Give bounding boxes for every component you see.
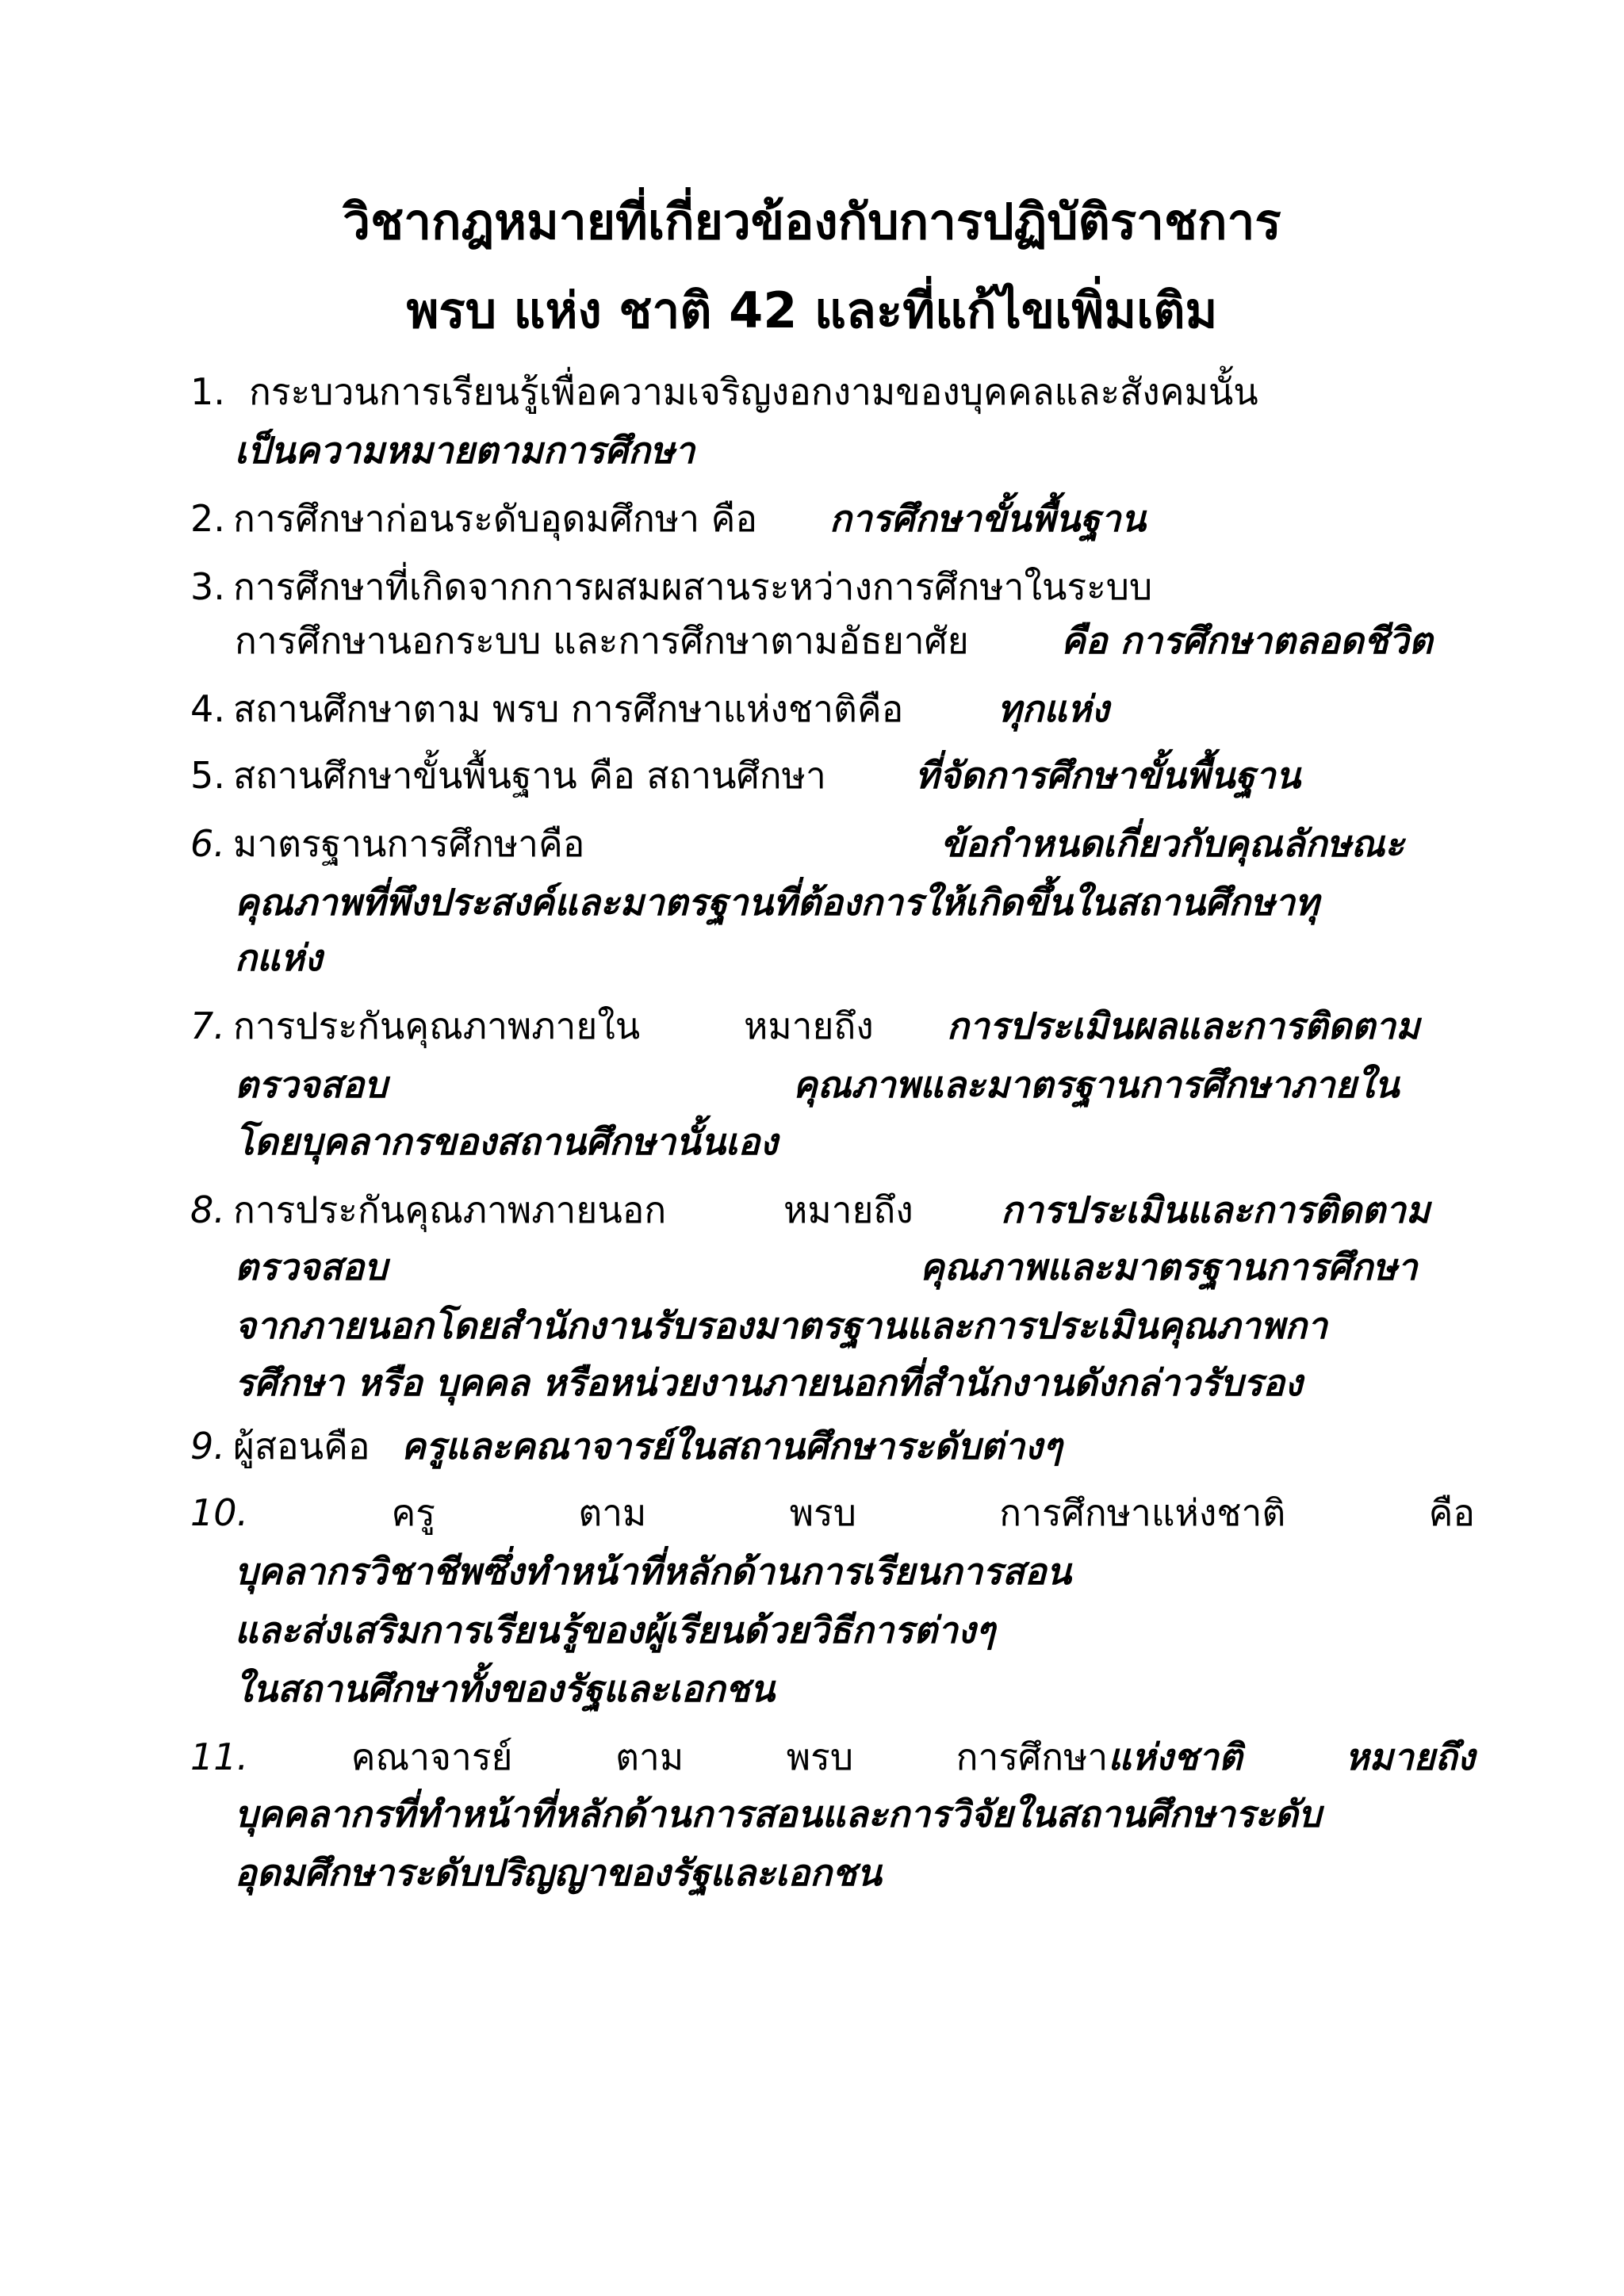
item-11-word-national: แห่งชาติ xyxy=(1108,1735,1243,1778)
item-10-answer-line-2: และส่งเสริมการเรียนรู้ของผู้เรียนด้วยวิธีการต่างๆ xyxy=(235,1609,995,1651)
item-11-word-education-plain: การศึกษา xyxy=(956,1735,1109,1778)
document-title-line-2: พรบ แห่ง ชาติ 42 และที่แก้ไขเพิ่มเติม xyxy=(406,281,1218,339)
item-6-answer-line-3: กแห่ง xyxy=(235,936,323,979)
item-6-answer-line-1: ข้อกำหนดเกี่ยวกับคุณลักษณะ xyxy=(940,822,1404,865)
item-10-number: 10. xyxy=(190,1491,249,1534)
item-1-text: กระบวนการเรียนรู้เพื่อความเจริญงอกงามของบุคคลและสังคมนั้น xyxy=(249,370,1258,413)
item-4-text: สถานศึกษาตาม พรบ การศึกษาแห่งชาติคือ xyxy=(233,687,904,730)
item-2-text: การศึกษาก่อนระดับอุดมศึกษา คือ xyxy=(233,497,758,540)
item-3-number: 3. xyxy=(190,565,225,608)
item-8-answer-line-1: การประเมินและการติดตาม xyxy=(1001,1188,1431,1231)
item-3-text-line-2: การศึกษานอกระบบ และการศึกษาตามอัธยาศัย xyxy=(235,619,969,662)
item-11-word-according: ตาม xyxy=(615,1735,684,1778)
item-5-text: สถานศึกษาขั้นพื้นฐาน คือ สถานศึกษา xyxy=(233,754,826,797)
item-7-text-meaning: หมายถึง xyxy=(744,1004,874,1047)
item-10-answer-line-1: บุคลากรวิชาชีพซึ่งทำหน้าที่หลักด้านการเรียนการสอน xyxy=(235,1550,1071,1593)
item-11-word-education xyxy=(956,1732,1243,1782)
item-1-number: 1. xyxy=(190,370,225,413)
item-10-word-is: คือ xyxy=(1428,1491,1475,1534)
item-9-number: 9. xyxy=(190,1425,225,1468)
item-10-word-teacher: ครู xyxy=(391,1491,435,1534)
item-1-answer: เป็นความหมายตามการศึกษา xyxy=(235,429,695,472)
item-4-number: 4. xyxy=(190,687,225,730)
item-8-answer-line-4: รศึกษา หรือ บุคคล หรือหน่วยงานภายนอกที่สำนักงานดังกล่าวรับรอง xyxy=(235,1361,1303,1404)
item-5-answer: ที่จัดการศึกษาขั้นพื้นฐาน xyxy=(915,754,1301,797)
item-4-answer: ทุกแห่ง xyxy=(998,687,1109,730)
item-11-word-faculty: คณาจารย์ xyxy=(350,1735,513,1778)
item-2-answer: การศึกษาขั้นพื้นฐาน xyxy=(829,497,1146,540)
item-10-word-education: การศึกษาแห่งชาติ xyxy=(999,1491,1286,1534)
item-7-answer-line-1: การประเมินผลและการติดตาม xyxy=(947,1004,1420,1047)
item-6-number: 6. xyxy=(190,822,225,865)
item-7-answer-line-3: โดยบุคลากรของสถานศึกษานั้นเอง xyxy=(235,1120,778,1163)
item-8-answer-line-2a: ตรวจสอบ xyxy=(235,1246,388,1288)
item-8-number: 8. xyxy=(190,1188,225,1231)
item-11-number: 11. xyxy=(190,1735,249,1778)
item-11-first-line xyxy=(190,1732,1475,1782)
item-8-answer-line-2b: คุณภาพและมาตรฐานการศึกษา xyxy=(920,1246,1418,1288)
item-3-answer: คือ การศึกษาตลอดชีวิต xyxy=(1061,619,1433,662)
item-9-answer: ครูและคณาจารย์ในสถานศึกษาระดับต่างๆ xyxy=(401,1425,1063,1468)
item-8-text: การประกันคุณภาพภายนอก xyxy=(233,1188,667,1231)
item-7-number: 7. xyxy=(190,1004,225,1047)
item-10-first-line xyxy=(190,1487,1475,1538)
item-8-text-meaning: หมายถึง xyxy=(783,1188,914,1231)
item-2-number: 2. xyxy=(190,497,225,540)
item-9-text: ผู้สอนคือ xyxy=(233,1425,370,1468)
item-8-answer-line-3: จากภายนอกโดยสำนักงานรับรองมาตรฐานและการประเมินคุณภาพกา xyxy=(235,1304,1327,1347)
item-6-text: มาตรฐานการศึกษาคือ xyxy=(233,822,585,865)
item-7-answer-line-2b: คุณภาพและมาตรฐานการศึกษาภายใน xyxy=(793,1063,1400,1106)
item-11-word-act: พรบ xyxy=(786,1735,854,1778)
document-title-line-1: วิชากฎหมายที่เกี่ยวข้องกับการปฏิบัติราชการ xyxy=(343,193,1281,251)
item-11-answer-line-2: อุดมศึกษาระดับปริญญาของรัฐและเอกชน xyxy=(235,1851,882,1894)
item-7-text: การประกันคุณภาพภายใน xyxy=(233,1004,641,1047)
item-10-answer-line-3: ในสถานศึกษาทั้งของรัฐและเอกชน xyxy=(235,1667,776,1710)
item-10-word-act: พรบ xyxy=(789,1491,856,1534)
item-3-text-line-1: การศึกษาที่เกิดจากการผสมผสานระหว่างการศึกษาในระบบ xyxy=(233,565,1153,608)
item-6-answer-line-2: คุณภาพที่พึงประสงค์และมาตรฐานที่ต้องการให้เกิดขึ้นในสถานศึกษาทุ xyxy=(235,881,1320,924)
item-5-number: 5. xyxy=(190,754,225,797)
item-10-word-according: ตาม xyxy=(578,1491,647,1534)
item-11-word-means: หมายถึง xyxy=(1345,1735,1475,1778)
item-11-answer-line-1: บุคคลากรที่ทำหน้าที่หลักด้านการสอนและการวิจัยในสถานศึกษาระดับ xyxy=(235,1793,1322,1835)
item-7-answer-line-2a: ตรวจสอบ xyxy=(235,1063,388,1106)
